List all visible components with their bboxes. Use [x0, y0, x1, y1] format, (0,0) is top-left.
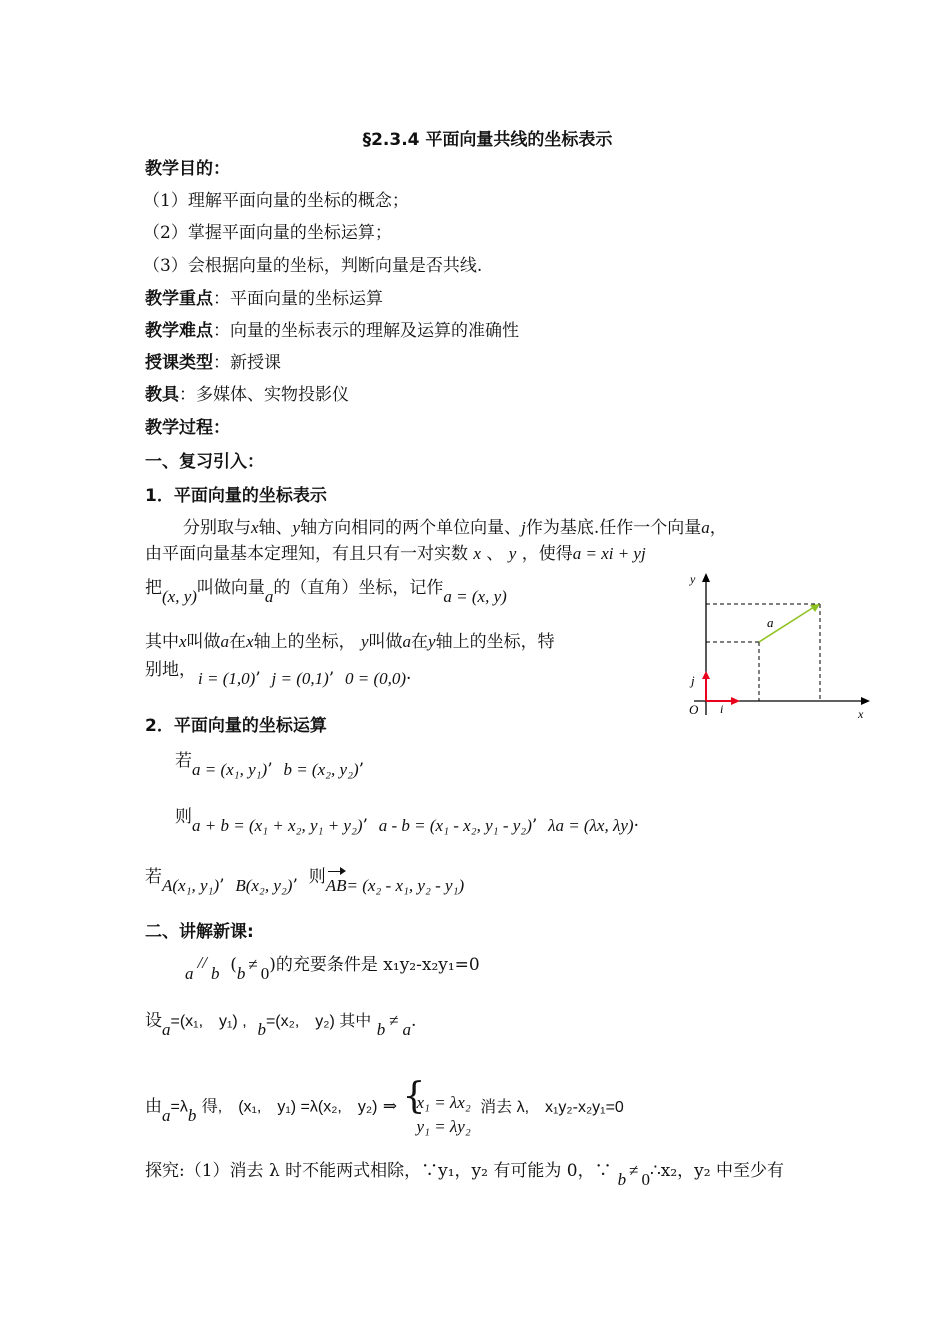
objective-item-2: （2）掌握平面向量的坐标运算； [143, 223, 392, 243]
lesson-type-label: 授课类型 [145, 353, 213, 373]
op-sum-eq: a + b = (x₁ + x₂, y₁ + y₂) [192, 816, 363, 835]
key-point-label: 教学重点 [145, 289, 213, 309]
explore-line: 探究:（1）消去 λ 时不能两式相除，∵y₁，y₂ 有可能为 0，∵ b ≠ 0∴x₂，y₂ 中至少有 [145, 1161, 784, 1189]
coord-para-line4: 其中x叫做a在x轴上的坐标， y叫做a在y轴上的坐标，特 [145, 632, 555, 652]
coord-notation-eq: a = (x, y) [443, 587, 507, 606]
objective-item-3: （3）会根据向量的坐标，判断向量是否共线. [143, 256, 483, 276]
zero-vector-coord: 0 = (0,0) [345, 669, 407, 688]
y-axis-arrow-icon [702, 573, 710, 582]
system-eq-2: y₁ = λy₂ [416, 1117, 471, 1136]
vector-ab: AB [325, 876, 347, 895]
coord-para-line5: 别地， i = (1,0)’ j = (0,1)’ 0 = (0,0)· [145, 660, 412, 689]
op-given-line: 若a = (x₁, y₁)’ b = (x₂, y₂)’ [175, 751, 365, 780]
coordinate-figure [672, 567, 882, 727]
difficult-point-value: ：向量的坐标表示的理解及运算的准确性 [213, 321, 519, 341]
lesson-type-value: ：新授课 [213, 353, 281, 373]
unit-i-coord: i = (1,0) [198, 669, 256, 688]
process-heading: 教学过程： [145, 418, 230, 438]
section2-heading: 二、讲解新课: [145, 922, 254, 942]
coord-para-line3: 把(x, y)叫做向量a的（直角）坐标，记作a = (x, y) [145, 578, 507, 606]
section1-sub2-heading: 2．平面向量的坐标运算 [145, 716, 327, 736]
section1-sub1-heading: 1．平面向量的坐标表示 [145, 486, 327, 506]
key-point-line [145, 288, 383, 310]
op-vector-b: b = (x₂, y₂) [283, 760, 359, 779]
objective-item-1: （1）理解平面向量的坐标的概念； [143, 191, 409, 211]
fig-j-label: j [691, 673, 695, 688]
unit-j-coord: j = (0,1) [271, 669, 329, 688]
vector-ab-eq: = (x₂ - x₁, y₂ - y₁) [346, 876, 465, 895]
system-eq-1: x₁ = λx₂ [416, 1093, 471, 1112]
op-diff-eq: a - b = (x₁ - x₂, y₁ - y₂) [378, 816, 532, 835]
setup-line: 设a=(x₁, y₁) , b=(x₂, y₂) 其中 b ≠ a. [145, 1011, 417, 1039]
page-title: §2.3.4 平面向量共线的坐标表示 [362, 130, 613, 150]
tools-line [145, 384, 349, 406]
lesson-type-line [145, 352, 281, 374]
op-result-line: 则a + b = (x₁ + x₂, y₁ + y₂)’ a - b = (x₁ - x₂, y₁ - y₂)’ λa = (λx, λy)· [175, 807, 639, 836]
op-vector-a: a = (x₁, y₁) [192, 760, 268, 779]
equation-system: { x₁ = λx₂ y₁ = λy₂ [402, 1091, 470, 1139]
derivation-line: 由a=λb 得, (x₁, y₁) =λ(x₂, y₂) ⇒ { x₁ = λx₂ y₁ = λy₂ 消去 λ, x₁y₂-x₂y₁=0 [145, 1083, 624, 1131]
fig-origin-label: O [689, 702, 699, 717]
tools-label: 教具 [145, 385, 179, 405]
x-axis-arrow-icon [861, 697, 870, 705]
difficult-point-label: 教学难点 [145, 321, 213, 341]
point-b-coord: B(x₂, y₂) [235, 876, 293, 895]
ab-line: 若A(x₁, y₁)’ B(x₂, y₂)’ 则AB= (x₂ - x₁, y₂ - y₁) [145, 867, 465, 896]
coord-decomposition-eq: a = xi + yj [572, 544, 646, 563]
parallel-condition-line: a//b (b ≠ 0)的充要条件是 x₁y₂-x₂y₁=0 [185, 953, 480, 983]
section1-heading: 一、复习引入： [145, 452, 264, 472]
key-point-value: ：平面向量的坐标运算 [213, 289, 383, 309]
op-scalar-eq: λa = (λx, λy) [548, 816, 634, 835]
fig-i-label: i [720, 702, 724, 716]
coord-para-line2: 由平面向量基本定理知，有且只有一对实数 x 、 y ，使得a = xi + yj [145, 544, 646, 564]
difficult-point-line [145, 320, 519, 342]
point-a-coord: A(x₁, y₁) [162, 876, 220, 895]
fig-x-label: x [858, 707, 864, 721]
unit-j-arrow-icon [702, 671, 710, 679]
fig-a-label: a [767, 615, 774, 630]
coord-para-line1: 分别取与x轴、y轴方向相同的两个单位向量、j作为基底.任作一个向量a， [183, 518, 727, 538]
fig-y-label: y [690, 572, 696, 586]
tools-value: ：多媒体、实物投影仪 [179, 385, 349, 405]
unit-i-arrow-icon [731, 697, 740, 705]
objective-heading: 教学目的： [145, 159, 230, 179]
